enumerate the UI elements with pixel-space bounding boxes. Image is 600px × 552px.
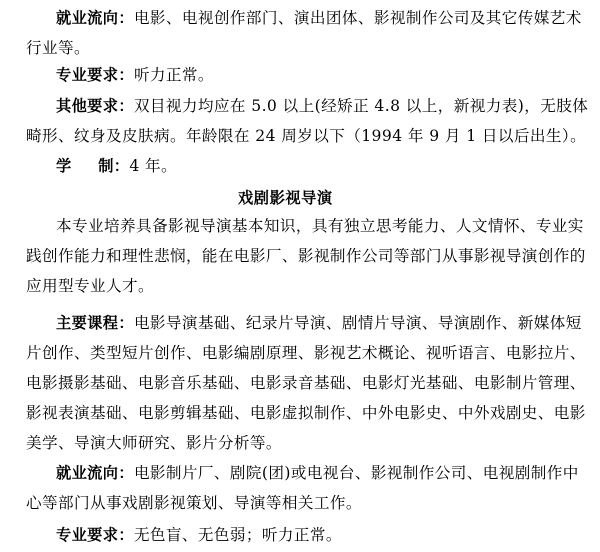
courses-paragraph-line-2: 片创作、类型短片创作、电影编剧原理、影视艺术概论、视听语言、电影拉片、 (26, 344, 586, 362)
major-requirement-paragraph-2 (0, 525, 600, 545)
employment-text: 电影、电视创作部门、演出团体、影视制作公司及其它传媒艺术 (133, 9, 582, 27)
employment-paragraph-line-1 (0, 8, 600, 28)
employment-text: 电影制片厂、剧院(团)或电视台、影视制作公司、电视剧制作中 (133, 464, 579, 482)
section-heading: 戏剧影视导演 (238, 189, 333, 207)
other-requirement-text: 双目视力均应在 5.0 以上(经矫正 4.8 以上，新视力表)，无肢体 (133, 97, 589, 115)
other-requirement-paragraph-line-1 (0, 96, 600, 116)
other-requirement-label: 其他要求： (56, 97, 134, 115)
major-requirement-label: 专业要求： (56, 526, 134, 544)
intro-paragraph-line-3: 应用型专业人才。 (26, 277, 154, 295)
courses-paragraph-line-4: 影视表演基础、电影剪辑基础、电影虚拟制作、中外电影史、中外戏剧史、电影 (26, 404, 586, 422)
duration-text: 4 年。 (129, 157, 178, 175)
employment-label: 就业流向： (56, 9, 134, 27)
duration-paragraph (0, 156, 600, 176)
intro-paragraph-line-1: 本专业培养具备影视导演基本知识，具有独立思考能力、人文情怀、专业实 (56, 217, 584, 235)
major-requirement-text: 无色盲、无色弱；听力正常。 (133, 526, 342, 544)
courses-paragraph-line-3: 电影摄影基础、电影音乐基础、电影录音基础、电影灯光基础、电影制片管理、 (26, 374, 586, 392)
major-requirement-paragraph (0, 65, 600, 85)
courses-paragraph-line-1 (0, 313, 600, 333)
major-requirement-text: 听力正常。 (133, 66, 214, 84)
courses-text: 电影导演基础、纪录片导演、剧情片导演、导演剧作、新媒体短 (133, 314, 582, 332)
other-requirement-paragraph-line-2: 畸形、纹身及皮肤病。年龄限在 24 周岁以下（1994 年 9 月 1 日以后出生）。 (26, 127, 587, 145)
employment-label: 就业流向： (56, 464, 134, 482)
employment-paragraph-line-2: 行业等。 (26, 39, 90, 57)
courses-paragraph-line-5: 美学、导演大师研究、影片分析等。 (26, 434, 282, 452)
intro-paragraph-line-2: 践创作能力和理性悲悯，能在电影厂、影视制作公司等部门从事影视导演创作的 (26, 247, 586, 265)
duration-label-part-1: 学 (56, 157, 99, 175)
courses-label: 主要课程： (56, 314, 134, 332)
employment-paragraph-2-line-2: 心等部门从事戏剧影视策划、导演等相关工作。 (26, 494, 362, 512)
major-requirement-label: 专业要求： (56, 66, 134, 84)
duration-label-part-2: 制： (98, 157, 130, 175)
employment-paragraph-2-line-1 (0, 463, 600, 483)
